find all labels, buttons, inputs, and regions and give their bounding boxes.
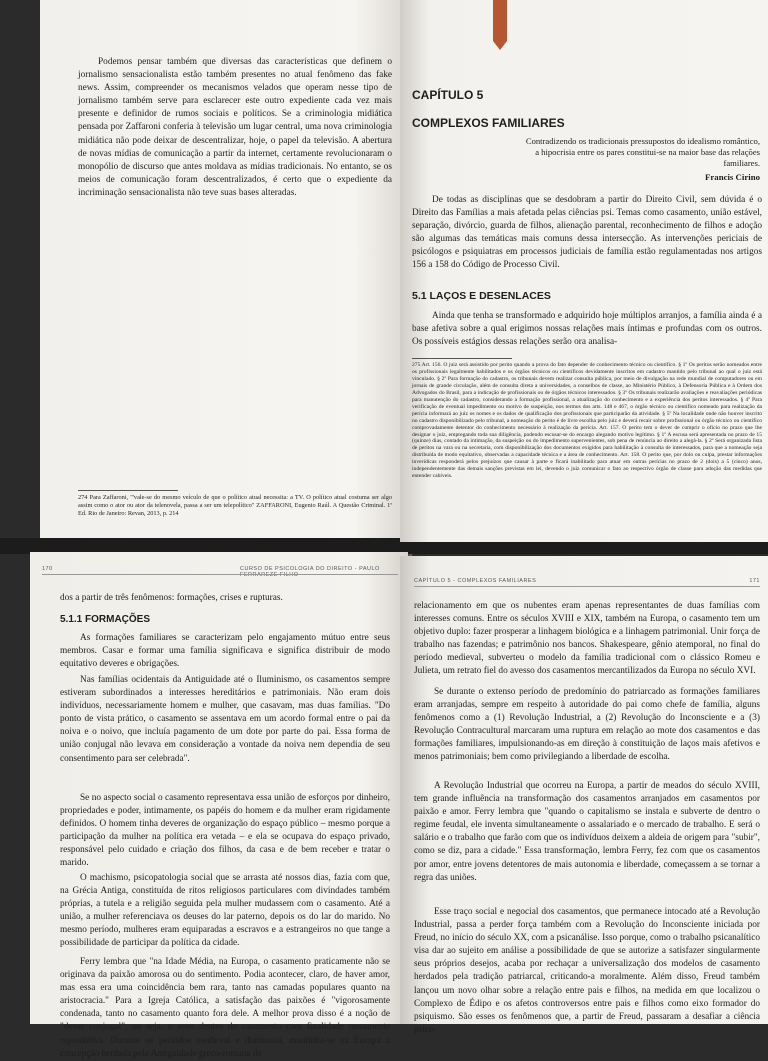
- page-number: 170: [42, 566, 53, 572]
- continued-text: dos a partir de três fenômenos: formações, crises e rupturas.: [60, 593, 283, 603]
- epigraph-author: Francis Cirino: [705, 172, 760, 182]
- section-heading: 5.1 LAÇOS E DESENLACES: [412, 290, 551, 302]
- body-paragraph: Podemos pensar também que diversas das características que definem o jornalismo sensacionalista estão também presentes no atual fenômeno das fake news. Assim, compreender os mecanismos velados que operam nesse tipo de jornalismo também serve para esclarecer este outro expediente cada vez mais presente e definidor de rumos sociais e políticos. Se a criminologia midiática pensada por Zaffaroni conferia à televisão um lugar central, uma nova criminologia midiática não pode deixar de descentralizar, hoje, o papel da televisão. A abertura de novas mídias de comunicação a partir da internet, certamente revolucionaram o monopólio de discurso que antes moldava as mídias tradicionais. No entanto, se os meios de comunicação foram descentralizados, é certo que o expediente da incriminação sensacionalista não teve suas bases alteradas.: [78, 57, 392, 198]
- body-paragraph: A Revolução Industrial que ocorreu na Europa, a partir de meados do século XVIII, tem grande influência na transformação dos casamentos arranjados em casamentos por paixão e amor. Ferry lembra que "quando o capitalismo se instala e subverte de dentro o regime feudal, ele inventa simultaneamente o assalariado e o mercado de trabalho. E será o salário e o trabalho que farão com que os indivíduos deixem a aldeia de origem para "subir", como se diz, para a cidade." Essa transformação, lembra Ferry, fez com que os casamentos por amor, entre jovens detentores de mais autonomia e liberdade, começassem a se tornar a regra das uniões.: [414, 781, 760, 883]
- header-rule: [42, 574, 398, 575]
- body-paragraph: relacionamento em que os nubentes eram apenas representantes de duas famílias com interesses comuns. Entre os séculos XVIII e XIX, também na Europa, o casamento tem um objetivo duplo: fazer prosperar a linhagem biológica e a linhagem patrimonial. Unir força de trabalho nas fazendas; e patrimônio nos bancos. Shakespeare, gênio atemporal, no final do período medieval, subverteu o modelo da família tradicional com o clássico Romeu e Julieta, um retrato fiel do avesso dos casamentos mercantilizados da Europa no século XVI.: [414, 601, 760, 677]
- page-chapter-5-opening: [400, 0, 768, 542]
- body-paragraph: O machismo, psicopatologia social que se arrasta até nossos dias, fazia com que, na Grécia Antiga, constituída de ritos religiosos particulares com divindades também próprias, a tutela e a religião seguida pela mulher mudassem com o casamento. Até a união, a mulher referenciava os deuses do lar paterno, depois os do lar do marido. No mesmo período, mulheres eram equiparadas a escravos e a estrangeiros no que tange a possibilidade de participar da política da cidade.: [60, 873, 390, 949]
- bookmark-ribbon: [493, 0, 507, 50]
- header-rule: [414, 586, 760, 587]
- page-169: [40, 0, 410, 538]
- body-paragraph: Esse traço social e negocial dos casamentos, que permanece intocado até a Revolução Industrial, passa a perder força também com a Revolução do Inconsciente iniciada por Freud, no início do século XX, com a psicanálise. Isso porque, como o trabalho psicanalítico visa dar ao sujeito em análise a possibilidade de que se autorize a satisfazer singularmente seus próprios desejos, acaba por rechaçar a universalização dos modelos de casamento herdados pela tradição patriarcal, criticando-a moralmente. Além disso, Freud também lançou um novo olhar sobre a relação entre pais e filhos, na medida em que localizou o Complexo de Édipo e os afetos controversos entre pais e filhos como eixo formador do psiquismo. São esses os fenômenos que, a partir de Freud, passaram a desafiar a ciência psico-: [414, 907, 760, 1035]
- body-paragraph: De todas as disciplinas que se desdobram a partir do Direito Civil, sem dúvida é o Direito das Famílias a mais afetada pelas ciências psi. Temas como casamento, união estável, separação, divórcio, guarda de filhos, alienação parental, reconhecimento de filhos e adoção são algumas das temáticas mais comuns dessa intersecção. As intervenções periciais de psicólogos e psiquiatras em processos judiciais de família estão regulamentadas nos artigos 156 a 158 do Código de Processo Civil.: [412, 195, 762, 271]
- running-head: CAPÍTULO 5 - COMPLEXOS FAMILIARES: [414, 578, 537, 584]
- body-paragraph: Nas famílias ocidentais da Antiguidade até o Iluminismo, os casamentos sempre estiveram subordinados a interesses hereditários e patrimoniais. Não eram dois indivíduos, necessariamente homem e mulher, que casavam, mas duas famílias. "Do ponto de vista prático, o casamento se assentava em um acordo formal entre o pai da noiva e o noivo, que incluía pagamento de um dote por parte do pai. Essa forma de união conjugal não levava em consideração a vontade da noiva nem dependia de seu consentimento para ser celebrada".: [60, 675, 390, 764]
- chapter-number: CAPÍTULO 5: [412, 88, 484, 102]
- running-head: CURSO DE PSICOLOGIA DO DIREITO - PAULO FERRAREZE FILHO: [240, 566, 380, 578]
- footnote-rule: [412, 358, 512, 359]
- epigraph: Contradizendo os tradicionais pressupostos do idealismo romântico, a hipocrisia entre os pares constitui-se na maior base das relações familiares.: [525, 136, 760, 168]
- footnote-rule: [78, 490, 178, 491]
- footnote-274: 274 Para Zaffaroni, "'vale-se do mesmo veículo de que o político atual necessita: a TV. O político atual costuma ser algo assim como o ator ou ator da telenovela, passa a ser um telepolítico" ZAFFARONI, Eugenio Raúl. A Questão Criminal. 1ª Ed. Rio de Janeiro: Revan, 2013, p. 214: [78, 494, 392, 517]
- section-heading: 5.1.1 FORMAÇÕES: [60, 614, 151, 625]
- page-number: 171: [749, 578, 760, 584]
- page-170: [30, 552, 408, 1059]
- body-paragraph: Ainda que tenha se transformado e adquirido hoje múltiplos arranjos, a família ainda é a base afetiva sobre a qual erigimos nossas relações mais íntimas e profundas com os outros. Os possíveis estágios dessas relações serão ora analisa-: [412, 311, 762, 348]
- body-paragraph: Se no aspecto social o casamento representava essa união de esforços por dinheiro, propriedades e poder, intimamente, os papéis do homem e da mulher eram rigidamente definidos. O homem tinha deveres de organização do espaço público – mesmo porque a participação da mulher na política era vetada – e ela se ocupava do espaço privado, responsável pelo cuidado e criação dos filhos, da casa e de bem receber e tratar o marido.: [60, 793, 390, 869]
- body-paragraph: Se durante o extenso período de predomínio do patriarcado as formações familiares eram arranjadas, sempre em respeito à autoridade do pai como chefe de família, alguns fenômenos como a (1) Revolução Industrial, a (2) Revolução do Inconsciente e a (3) Revolução Contracultural marcaram uma ruptura em relação ao mote dos casamentos e das formações familiares, impulsionando-as em direção à constituição de laços mais afetivos e menos patrimoniais; bem como privilegiando a liberdade de escolha.: [414, 687, 760, 763]
- chapter-title: COMPLEXOS FAMILIARES: [412, 116, 565, 130]
- footnote-275: 275 Art. 156. O juiz será assistido por perito quando a prova do fato depender de conhecimento técnico ou científico. § 1º Os peritos serão nomeados entre os profissionais legalmente habilitados e os órgãos técnicos ou científicos devidamente inscritos em cadastro mantido pelo tribunal ao qual o juiz está vinculado. § 2º Para formação do cadastro, os tribunais devem realizar consulta pública, por meio de divulgação na rede mundial de computadores ou em jornais de grande circulação, além de consulta direta a universidades, a conselhos de classe, ao Ministério Público, à Defensoria Pública e à Ordem dos Advogados do Brasil, para a indicação de profissionais ou de órgãos técnicos interessados. § 3º Os tribunais realizarão avaliações e reavaliações periódicas para manutenção do cadastro, considerando a formação profissional, a atualização do conhecimento e a experiência dos peritos interessados. § 4º Para verificação de eventual impedimento ou motivo de suspeição, nos termos dos arts. 148 e 467, o órgão técnico ou científico nomeado para realização da perícia informará ao juiz os nomes e os dados de qualificação dos profissionais que participarão da atividade. § 5º Na localidade onde não houver inscrito no cadastro disponibilizado pelo tribunal, a nomeação do perito é de livre escolha pelo juiz e deverá recair sobre profissional ou órgão técnico ou científico comprovadamente detentor do conhecimento necessário à realização da perícia. Art. 157. O perito tem o dever de cumprir o ofício no prazo que lhe designar o juiz, empregando toda sua diligência, podendo escusar-se do encargo alegando motivo legítimo. § 1º A escusa será apresentada no prazo de 15 (quinze) dias, contado da intimação, da suspeição ou do impedimento supervenientes, sob pena de renúncia ao direito a alegá-la. § 2º Será organizada lista de peritos na vara ou na secretaria, com disponibilização dos documentos exigidos para habilitação à consulta de interessados, para que a nomeação seja distribuída de modo equitativo, observadas a capacidade técnica e a área de conhecimento. Art. 158. O perito que, por dolo ou culpa, prestar informações inverídicas responderá pelos prejuízos que causar à parte e ficará inabilitado para atuar em outras perícias no prazo de 2 (dois) a 5 (cinco) anos, independentemente das demais sanções previstas em lei, devendo o juiz comunicar o fato ao respectivo órgão de classe para adoção das medidas que entender cabíveis.: [412, 362, 762, 480]
- body-paragraph: As formações familiares se caracterizam pelo engajamento mútuo entre seus membros. Casar e formar uma família significava e significa distribuir de modo equitativo deveres e obrigações.: [60, 633, 390, 670]
- page-171: [400, 556, 768, 1035]
- body-paragraph: Ferry lembra que "na Idade Média, na Europa, o casamento praticamente não se originava da paixão amorosa ou do sentimento. Podia acontecer, claro, de haver amor, mas essa era uma coincidência bem rara, tanto nas camadas populares quanto na aristocracia." Para a Igreja Católica, a satisfação das paixões é "vigorosamente condenada, tanto no casamento quanto fora dele. A melhor prova disso é a noção de "dever conjugal", ou seja, o sexo dentro do casamento com finalidade meramente reprodutiva. Durante os períodos medieval e iluminista, mantinha-se na Europa a concepção herdada pela Antiguidade greco-romana de: [60, 957, 390, 1059]
